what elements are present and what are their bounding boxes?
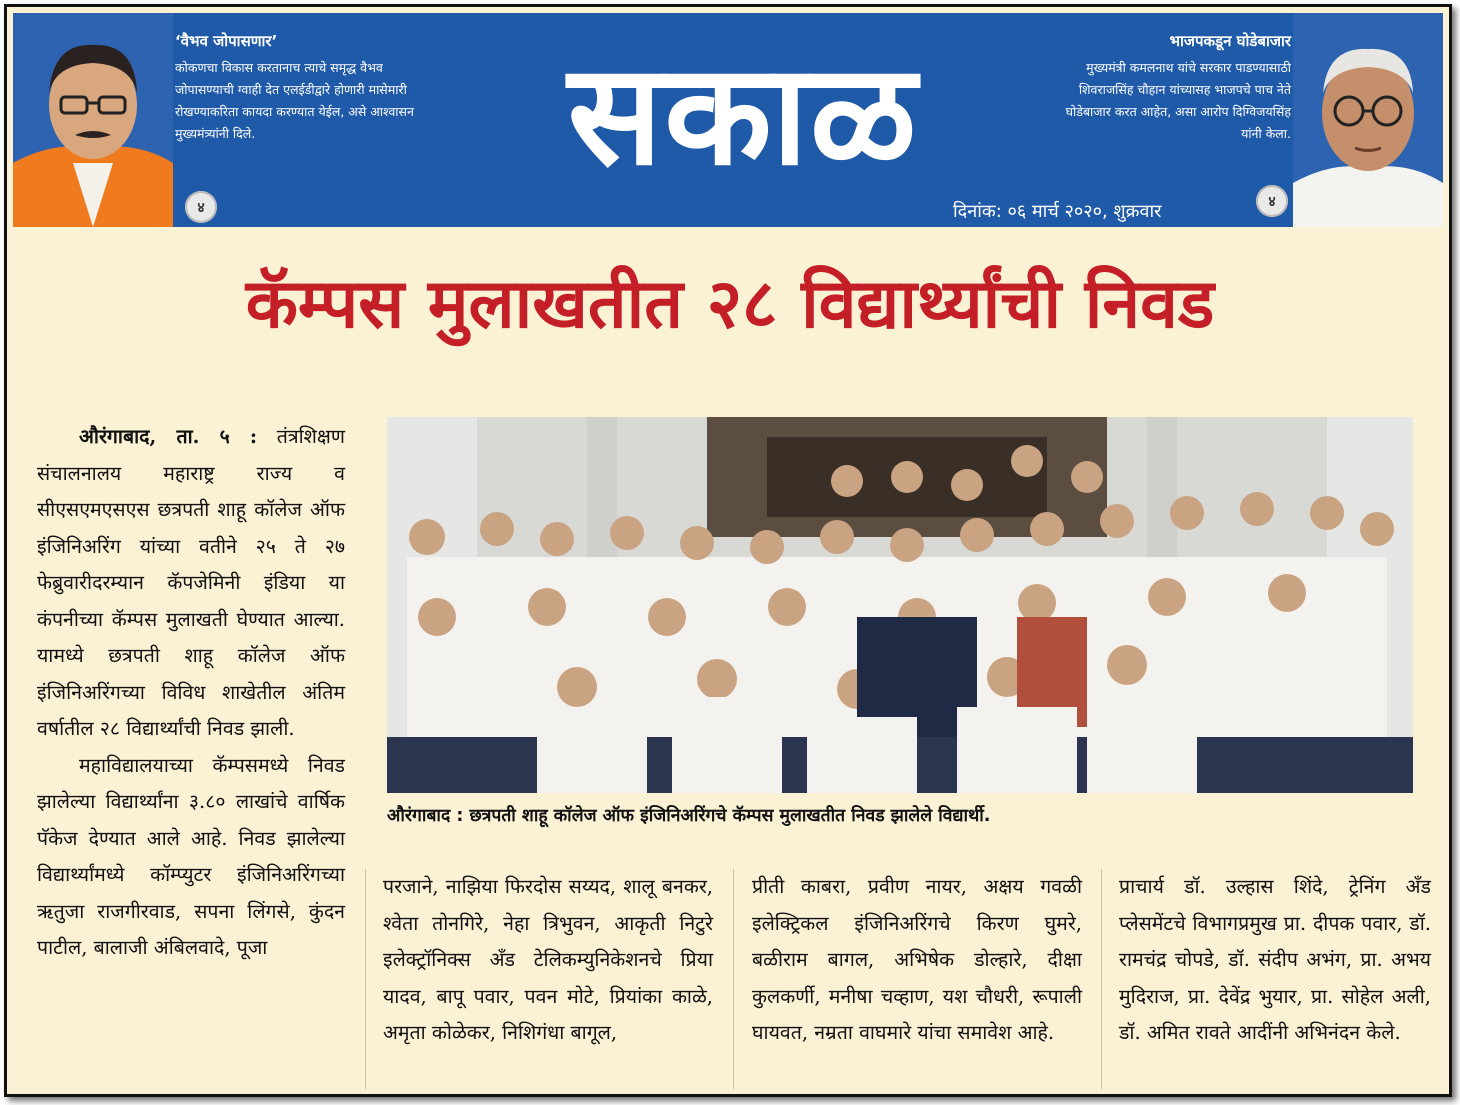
- article-paragraph-2: महाविद्यालयाच्या कॅम्पसमध्ये निवड झालेल्या विद्यार्थ्यांना ३.८० लाखांचे वार्षिक पॅकेज देण्यात आले आहे. निवड झालेल्या विद्यार्थ्यांमध्ये कॉम्प्युटर इंजिनिअरिंगच्या ऋतुजा राजगीरवाड, सपना लिंगसे, कुंदन पाटील, बालाजी अंबिलवादे, पूजा: [37, 753, 345, 959]
- left-teaser-headline: ‘वैभव जोपासणार’: [175, 32, 278, 50]
- group-photo-image: [387, 417, 1413, 793]
- article-column-3: प्रीती काबरा, प्रवीण नायर, अक्षय गवळी इलेक्ट्रिकल इंजिनिअरिंगचे किरण घुमरे, बळीराम बागल, अभिषेक डोल्हारे, दीक्षा कुलकर्णी, मनीषा चव्हाण, यश चौधरी, रूपाली घायवत, नम्रता वाघमारे यांचा समावेश आहे.: [752, 875, 1082, 1044]
- article-column-1: [37, 419, 345, 967]
- right-teaser-page-badge: ४: [1256, 185, 1288, 217]
- column-rule: [365, 869, 366, 1089]
- right-teaser-body: मुख्यमंत्री कमलनाथ यांचे सरकार पाडण्यासाठी शिवराजसिंह चौहान यांच्यासह भाजपचे पाच नेते घोडेबाजार करत आहेत, असा आरोप दिग्विजयसिंह यांनी केला.: [1065, 60, 1291, 141]
- photo-caption: औरंगाबाद : छत्रपती शाहू कॉलेज ऑफ इंजिनिअरिंगचे कॅम्पस मुलाखतीत निवड झालेले विद्यार्थी.: [387, 806, 991, 826]
- left-portrait-image: [13, 13, 173, 227]
- right-teaser-headline: भाजपकडून घोडेबाजार: [1169, 32, 1291, 50]
- right-teaser: [1051, 31, 1291, 145]
- left-teaser: [175, 31, 425, 145]
- newspaper-logo: सकाळ: [567, 34, 919, 197]
- article-column-2: परजाने, नाझिया फिरदोस सय्यद, शालू बनकर, श्वेता तोनगिरे, नेहा त्रिभुवन, आकृती निटुरे इलेक्ट्रॉनिक्स अँड टेलिकम्युनिकेशनचे प्रिया यादव, बापू पवार, पवन मोटे, प्रियांका काळे, अमृता कोळेकर, निशिगंधा बागूल,: [383, 875, 713, 1044]
- issue-date: दिनांक: ०६ मार्च २०२०, शुक्रवार: [953, 201, 1162, 222]
- article-paragraph-1-text: तंत्रशिक्षण संचालनालय महाराष्ट्र राज्य व सीएसएमएसएस छत्रपती शाहू कॉलेज ऑफ इंजिनिअरिंग यांच्या वतीने २५ ते २७ फेब्रुवारीदरम्यान कॅपजेमिनी इंडिया या कंपनीच्या कॅम्पस मुलाखती घेण्यात आल्या. यामध्ये छत्रपती शाहू कॉलेज ऑफ इंजिनिअरिंगच्या विविध शाखेतील अंतिम वर्षातील २८ विद्यार्थ्यांची निवड झाली.: [37, 425, 345, 740]
- column-rule: [733, 869, 734, 1089]
- masthead: [13, 13, 1443, 227]
- left-teaser-page-badge: ४: [185, 191, 217, 223]
- column-rule: [1101, 869, 1102, 1089]
- left-teaser-body: कोकणचा विकास करतानाच त्याचे समृद्ध वैभव जोपासण्याची ग्वाही देत एलईडीद्वारे होणारी मासेमारी रोखण्याकरिता कायदा करण्यात येईल, असे आश्वासन मुख्यमंत्र्यांनी दिले.: [175, 60, 414, 141]
- article-dateline: औरंगाबाद, ता. ५ :: [79, 425, 258, 448]
- newspaper-clipping: [4, 4, 1452, 1097]
- article-headline: कॅम्पस मुलाखतीत २८ विद्यार्थ्यांची निवड: [245, 265, 1215, 344]
- article-paragraph-1: [37, 419, 345, 748]
- right-portrait-image: [1293, 13, 1443, 227]
- article-column-4: प्राचार्य डॉ. उल्हास शिंदे, ट्रेनिंग अँड प्लेसमेंटचे विभागप्रमुख प्रा. दीपक पवार, डॉ. रामचंद्र चोपडे, डॉ. संदीप अभंग, प्रा. अभय मुदिराज, प्रा. देवेंद्र भुयार, प्रा. सोहेल अली, डॉ. अमित रावते आदींनी अभिनंदन केले.: [1119, 875, 1431, 1044]
